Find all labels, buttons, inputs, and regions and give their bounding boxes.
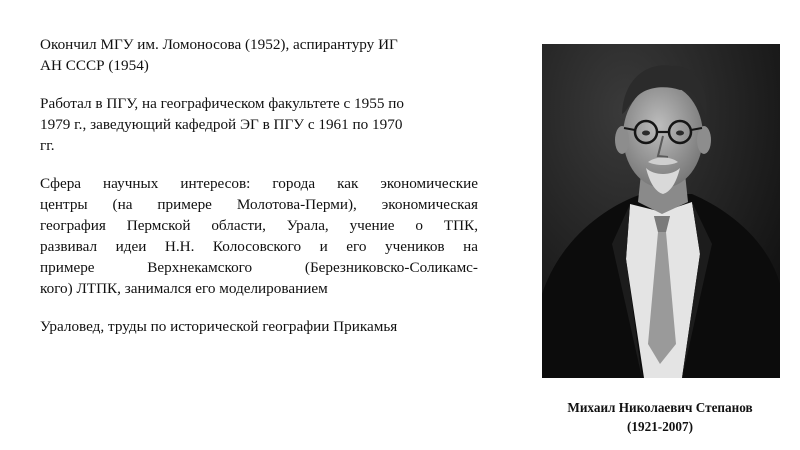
text-line: кого) ЛТПК, занимался его моделированием: [40, 280, 328, 297]
work-paragraph: [40, 93, 478, 156]
portrait-illustration: [542, 44, 780, 378]
text-line: развивал идеи Н.Н. Колосовского и его учеников на: [40, 238, 478, 255]
education-paragraph: [40, 34, 478, 76]
text-line: примере Верхнекамского (Березниковско-Соликамс-: [40, 259, 478, 276]
interests-paragraph: [40, 173, 478, 299]
biography-text: [40, 34, 478, 354]
life-years: (1921-2007): [627, 419, 693, 434]
person-name: Михаил Николаевич Степанов: [567, 400, 753, 415]
text-line: гг.: [40, 137, 55, 154]
text-line: центры (на примере Молотова-Перми), экономическая: [40, 196, 478, 213]
text-line: Сфера научных интересов: города как экономические: [40, 175, 478, 192]
portrait-caption: [520, 398, 800, 436]
text-line: география Пермской области, Урала, учение о ТПК,: [40, 217, 478, 234]
text-line: 1979 г., заведующий кафедрой ЭГ в ПГУ с 1961 по 1970: [40, 116, 403, 133]
text-line: АН СССР (1954): [40, 57, 149, 74]
regional-studies-paragraph: [40, 316, 478, 337]
text-line: Работал в ПГУ, на географическом факультете с 1955 по: [40, 95, 404, 112]
portrait-photo: [542, 44, 780, 378]
text-line: Окончил МГУ им. Ломоносова (1952), аспирантуру ИГ: [40, 36, 398, 53]
text-line: Ураловед, труды по исторической географии Прикамья: [40, 318, 398, 335]
